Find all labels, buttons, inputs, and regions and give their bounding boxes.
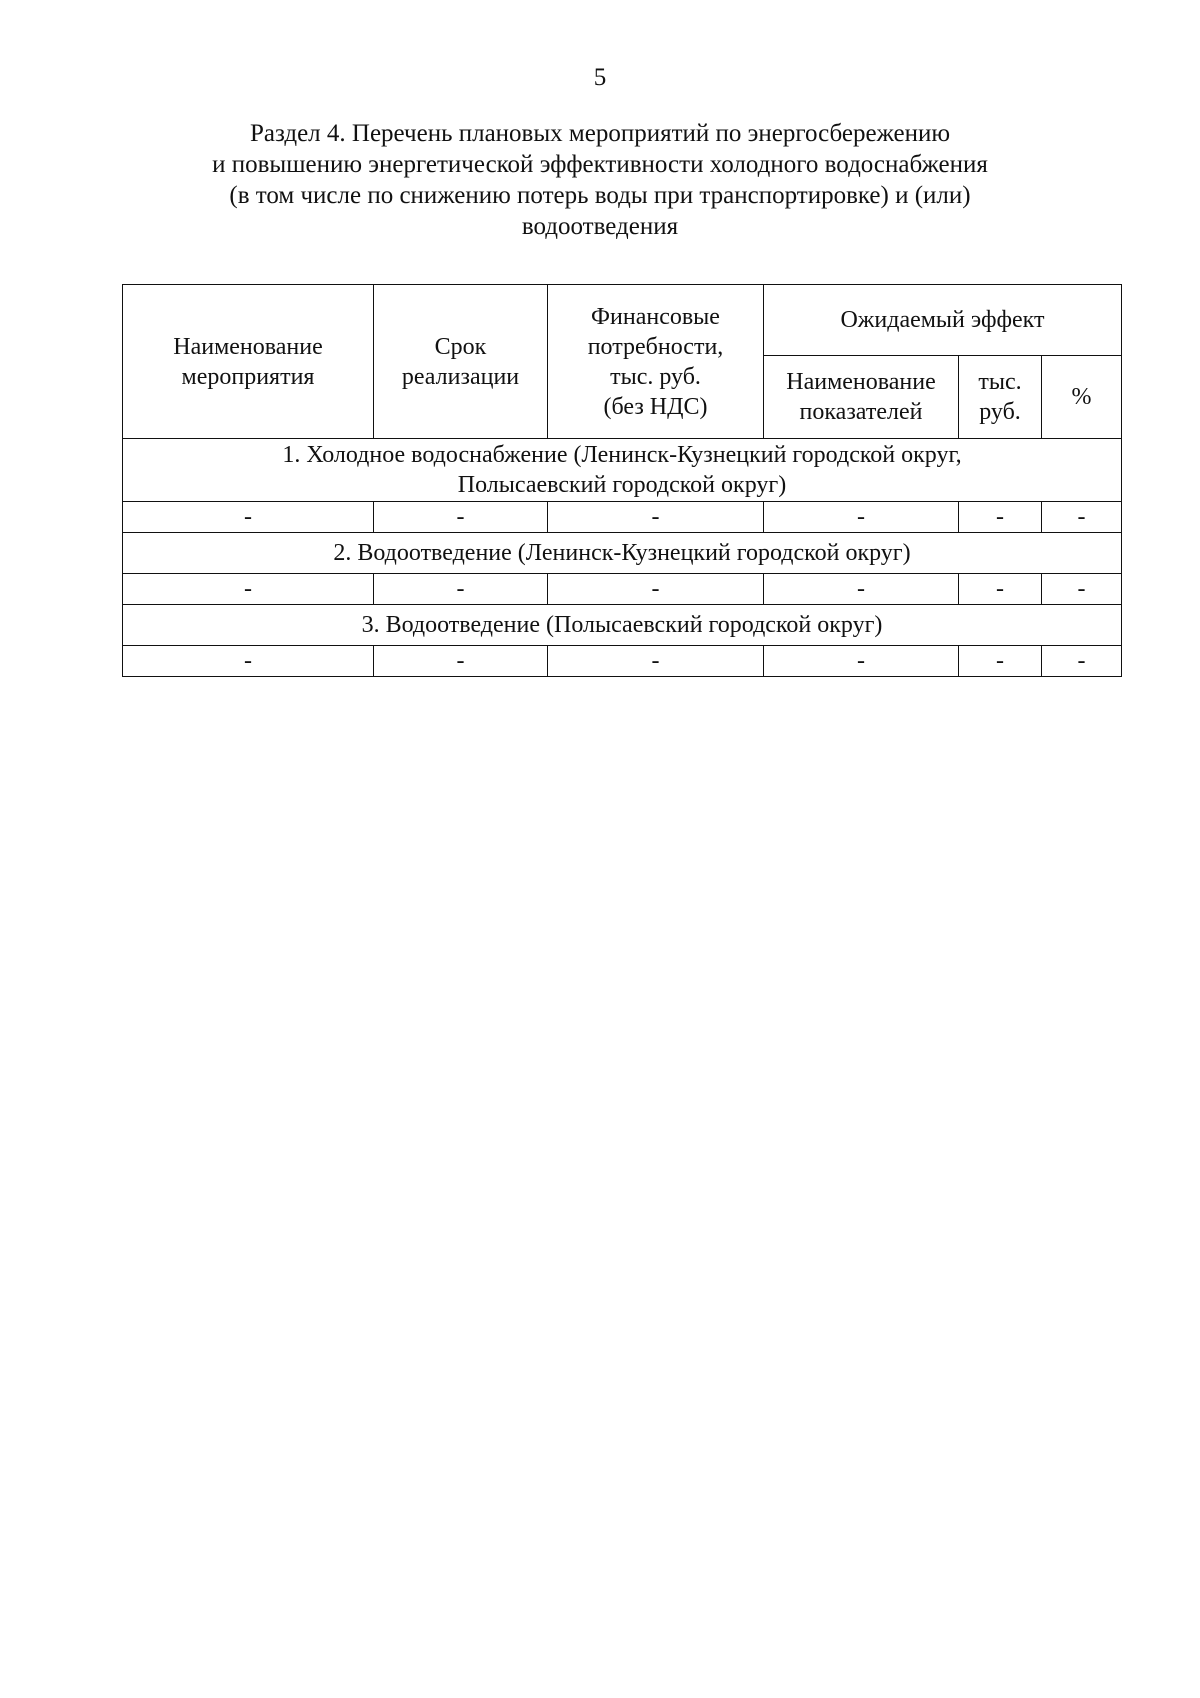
table-header-row bbox=[123, 285, 1122, 356]
header-thousand-rub-line: руб. bbox=[979, 399, 1021, 425]
section-row bbox=[123, 533, 1122, 574]
table-row bbox=[123, 574, 1122, 605]
page-number: 5 bbox=[593, 64, 607, 91]
table-cell: - bbox=[548, 502, 764, 533]
table-row bbox=[123, 646, 1122, 677]
table-cell: - bbox=[548, 574, 764, 605]
section-title-line: Полысаевский городской округ) bbox=[457, 472, 787, 498]
section-title-cell bbox=[123, 533, 1122, 574]
section-title-cell bbox=[123, 605, 1122, 646]
section-row bbox=[123, 605, 1122, 646]
table-cell: - bbox=[764, 646, 959, 677]
title-line: и повышению энергетической эффективности холодного водоснабжения bbox=[212, 151, 988, 178]
title-line: Раздел 4. Перечень плановых мероприятий по энергосбережению bbox=[249, 120, 951, 147]
table-cell: - bbox=[764, 574, 959, 605]
table-cell: - bbox=[123, 646, 374, 677]
table-cell: - bbox=[1042, 502, 1122, 533]
table-cell: - bbox=[123, 502, 374, 533]
table-cell: - bbox=[374, 574, 548, 605]
header-finance-line: тыс. руб. bbox=[610, 363, 701, 390]
header-name: Наименование мероприятия bbox=[123, 285, 374, 439]
section-title bbox=[120, 118, 1080, 242]
table-cell: - bbox=[1042, 646, 1122, 677]
header-effect: Ожидаемый эффект bbox=[764, 285, 1122, 356]
section-title-cell bbox=[123, 439, 1122, 502]
section-title-line: 1. Холодное водоснабжение (Ленинск-Кузнецкий городской округ, bbox=[282, 442, 962, 468]
measures-table bbox=[122, 284, 1122, 677]
table-row bbox=[123, 502, 1122, 533]
header-finance-line: потребности, bbox=[587, 333, 724, 360]
table-cell: - bbox=[764, 502, 959, 533]
header-thousand-rub bbox=[959, 356, 1042, 439]
header-finance-line: Финансовые bbox=[591, 303, 720, 330]
header-finance bbox=[548, 285, 764, 439]
title-line: (в том числе по снижению потерь воды при транспортировке) и (или) bbox=[229, 182, 971, 209]
table-cell: - bbox=[123, 574, 374, 605]
table-cell: - bbox=[959, 502, 1042, 533]
header-term: Срок реализации bbox=[374, 285, 548, 439]
table-cell: - bbox=[959, 574, 1042, 605]
table-cell: - bbox=[959, 646, 1042, 677]
header-percent: % bbox=[1042, 356, 1122, 439]
table-cell: - bbox=[374, 502, 548, 533]
section-row bbox=[123, 439, 1122, 502]
table-cell: - bbox=[1042, 574, 1122, 605]
header-finance-line: (без НДС) bbox=[603, 393, 708, 420]
table-cell: - bbox=[374, 646, 548, 677]
section-title-line: 3. Водоотведение (Полысаевский городской округ) bbox=[361, 612, 883, 638]
title-line: водоотведения bbox=[521, 213, 679, 240]
header-indicators: Наименование показателей bbox=[764, 356, 959, 439]
header-thousand-rub-line: тыс. bbox=[978, 369, 1022, 395]
table-cell: - bbox=[548, 646, 764, 677]
section-title-line: 2. Водоотведение (Ленинск-Кузнецкий городской округ) bbox=[333, 540, 911, 566]
